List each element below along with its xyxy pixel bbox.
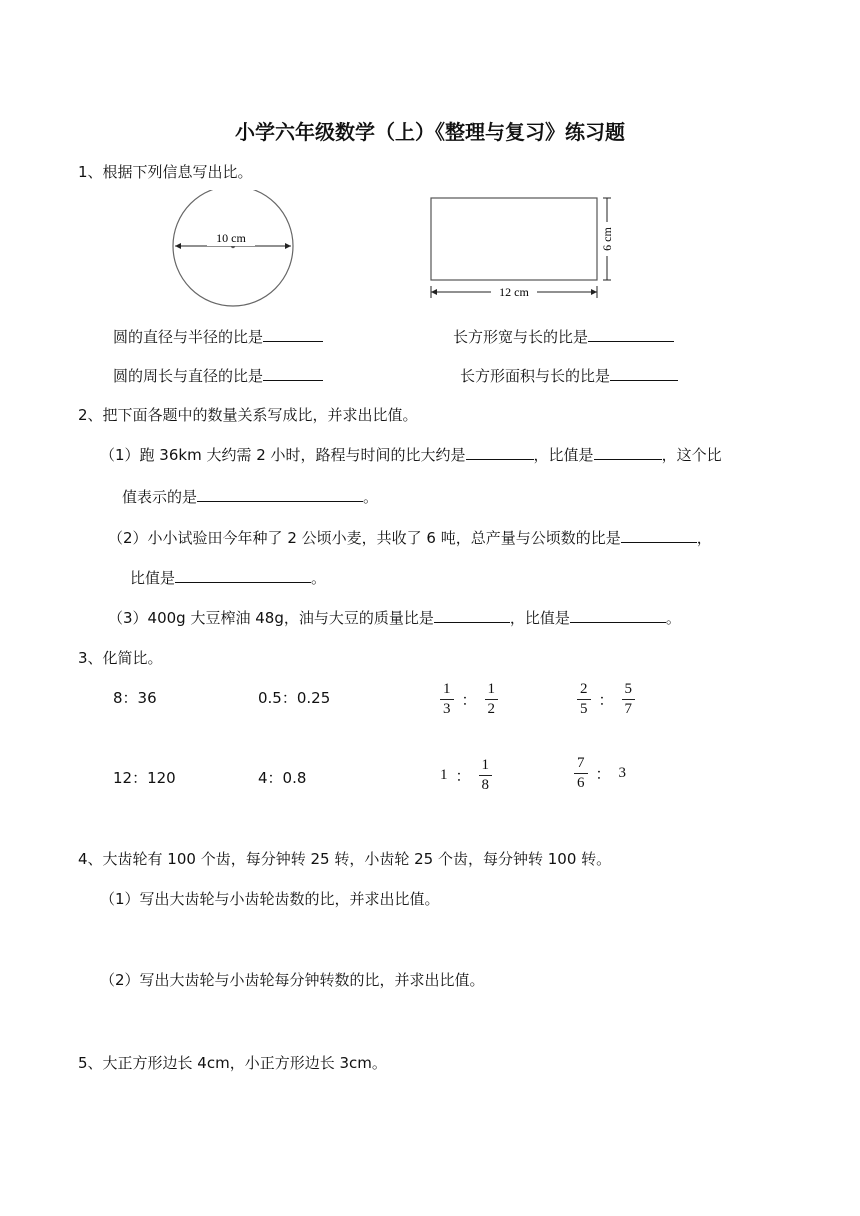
q2-heading: 2、把下面各题中的数量关系写成比，并求出比值。: [78, 406, 418, 424]
page-title: 小学六年级数学（上）《整理与复习》练习题: [235, 120, 625, 144]
answer-blank[interactable]: [175, 567, 311, 583]
q1-item-1: 圆的直径与半径的比是: [113, 326, 323, 347]
right-arrow-icon: [285, 243, 291, 249]
q5-heading: 5、大正方形边长 4cm，小正方形边长 3cm。: [78, 1054, 387, 1072]
q2-part-2-cont: 比值是 。: [130, 569, 327, 587]
ratio-0.5-0.25: 0.5：0.25: [258, 689, 331, 707]
answer-blank[interactable]: [197, 486, 363, 502]
height-label: 6 cm: [600, 227, 614, 251]
q1-item-4: 长方形面积与长的比是: [460, 365, 678, 386]
answer-blank[interactable]: [594, 444, 662, 460]
answer-blank[interactable]: [466, 444, 534, 460]
answer-blank[interactable]: [434, 607, 510, 623]
q2-part-3: （3）400g 大豆榨油 48g，油与大豆的质量比是 ，比值是 。: [108, 609, 681, 627]
answer-blank[interactable]: [610, 365, 678, 381]
width-right-arrow-icon: [591, 289, 597, 295]
width-label: 12 cm: [499, 285, 529, 299]
q1-item-2: 长方形宽与长的比是: [453, 326, 674, 347]
ratio-frac-2: $\frac{2}{5}$ ： $\frac{5}{7}$: [577, 680, 635, 719]
q1-item-3: 圆的周长与直径的比是: [113, 365, 323, 386]
ratio-frac-3: 1 ： $\frac{1}{8}$: [440, 756, 492, 795]
left-arrow-icon: [175, 243, 181, 249]
ratio-4-0.8: 4：0.8: [258, 769, 307, 787]
rectangle-figure: [425, 190, 625, 305]
q2-part-2: （2）小小试验田今年种了 2 公顷小麦，共收了 6 吨，总产量与公顷数的比是 ，: [108, 529, 712, 547]
q3-heading: 3、化简比。: [78, 649, 163, 667]
q4-part-1: （1）写出大齿轮与小齿轮齿数的比，并求出比值。: [100, 890, 440, 908]
q4-heading: 4、大齿轮有 100 个齿，每分钟转 25 转，小齿轮 25 个齿，每分钟转 100 转。: [78, 850, 612, 868]
answer-blank[interactable]: [263, 326, 323, 342]
answer-blank[interactable]: [570, 607, 666, 623]
answer-blank[interactable]: [263, 365, 323, 381]
q2-part-1: （1）跑 36km 大约需 2 小时，路程与时间的比大约是 ，比值是 ，这个比: [100, 446, 722, 464]
ratio-frac-4: $\frac{7}{6}$ ： 3: [574, 754, 626, 793]
q2-part-1-cont: 值表示的是 。: [122, 488, 379, 506]
answer-blank[interactable]: [621, 527, 697, 543]
width-left-arrow-icon: [431, 289, 437, 295]
q4-part-2: （2）写出大齿轮与小齿轮每分钟转数的比，并求出比值。: [100, 971, 485, 989]
diameter-label: 10 cm: [216, 231, 246, 245]
ratio-frac-1: $\frac{1}{3}$ ： $\frac{1}{2}$: [440, 680, 498, 719]
ratio-12-120: 12：120: [113, 769, 176, 787]
circle-figure: [165, 190, 305, 336]
answer-blank[interactable]: [588, 326, 674, 342]
rectangle-outline: [431, 198, 597, 280]
ratio-8-36: 8：36: [113, 689, 157, 707]
q1-heading: 1、根据下列信息写出比。: [78, 163, 253, 181]
